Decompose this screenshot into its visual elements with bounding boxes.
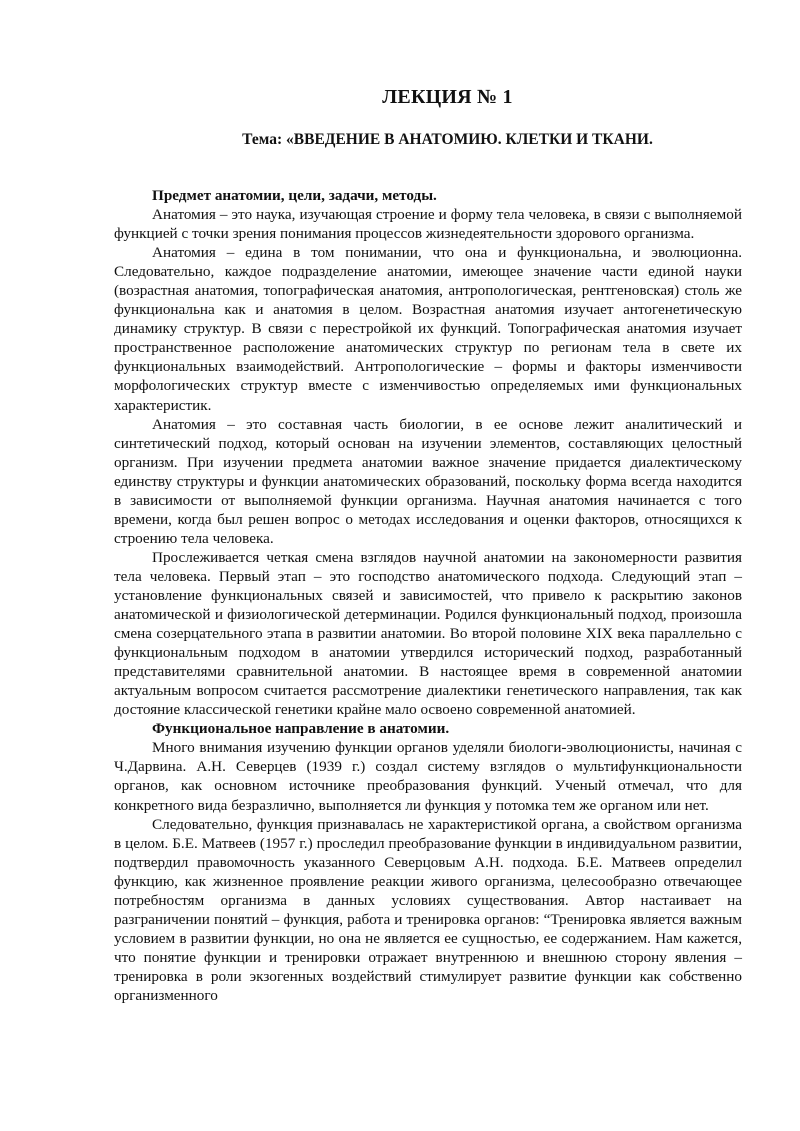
- paragraph-history: Прослеживается четкая смена взглядов научной анатомии на закономерности развития тела человека. Первый этап – это господство анатомического подхода. Следующий этап – установление функциональных связей и зависимостей, что привело к раскрытию законов анатомической и физиологической детерминации. Родился функциональный подход, произошла смена созерцательного этапа в развитии анатомии. Во второй половине XIX века параллельно с функциональным подходом в анатомии утвердился исторический подход, разработанный представителями сравнительной анатомии. В настоящее время в современной анатомии актуальным вопросом считается рассмотрение диалектики генетического направления, так как достояние классической генетики крайне мало освоено современной анатомией.: [114, 548, 742, 719]
- paragraph-unity: Анатомия – едина в том понимании, что она и функциональна, и эволюционна. Следовательно, каждое подразделение анатомии, имеющее значение части единой науки (возрастная анатомия, топографическая анатомия, антропологическая, рентгеновская) столь же функциональна как и анатомия в целом. Возрастная анатомия изучает антогенетическую динамику структур. В связи с перестройкой их функций. Топографическая анатомия изучает пространственное расположение анатомических структур по регионам тела в свете их функциональных взаимодействий. Антропологические – формы и факторы изменчивости морфологических структур вместе с изменчивостью определяемых ими функциональных характеристик.: [114, 244, 742, 414]
- paragraph-function: Следовательно, функция признавалась не характеристикой органа, а свойством организма в целом. Б.Е. Матвеев (1957 г.) проследил преобразование функции в индивидуальном развитии, подтвердил правомочность указанного Северцовым А.Н. подхода. Б.Е. Матвеев определил функцию, как жизненное проявление реакции живого организма, целесообразно отвечающее потребностям организма в данных условиях существования. Автор настаивает на разграничении понятий – функция, работа и тренировка органов: “Тренировка является важным условием в развитии функции, но она не является ее сущностью, ее содержанием. Нам кажется, что понятие функции и тренировки отражает внутреннюю и внешнюю сторону явления – тренировка в роли экзогенных воздействий стимулирует развитие функции как собственно организменного: [114, 815, 742, 1004]
- lecture-topic: Тема: «ВВЕДЕНИЕ В АНАТОМИЮ. КЛЕТКИ И ТКАНИ.: [242, 131, 653, 148]
- section-heading-subject: Предмет анатомии, цели, задачи, методы.: [152, 187, 437, 204]
- document-body: [114, 186, 742, 1005]
- section-heading-functional: Функциональное направление в анатомии.: [152, 720, 450, 738]
- lecture-title: ЛЕКЦИЯ № 1: [382, 86, 513, 108]
- paragraph-biology: Анатомия – это составная часть биологии, в ее основе лежит аналитический и синтетический подход, который основан на изучении элементов, составляющих целостный организм. При изучении предмета анатомии важное значение придается диалектическому единству структуры и функции анатомических образований, поскольку форма всегда находится в зависимости от выполняемой функции организма. Научная анатомия начинается с того времени, когда был решен вопрос о методах исследования и оценки факторов, относящихся к строению тела человека.: [114, 415, 742, 547]
- paragraph-evolutionists: Много внимания изучению функции органов уделяли биологи-эволюционисты, начиная с Ч.Дарвина. А.Н. Северцев (1939 г.) создал систему взглядов о мультифункциональности органов, как основном источнике преобразования функций. Ученый отмечал, что для конкретного вида безразлично, выполняется ли функция у потомка тем же органом или нет.: [114, 739, 742, 814]
- paragraph-definition: Анатомия – это наука, изучающая строение и форму тела человека, в связи с выполняемой функцией с точки зрения понимания процессов жизнедеятельности здорового организма.: [114, 206, 742, 243]
